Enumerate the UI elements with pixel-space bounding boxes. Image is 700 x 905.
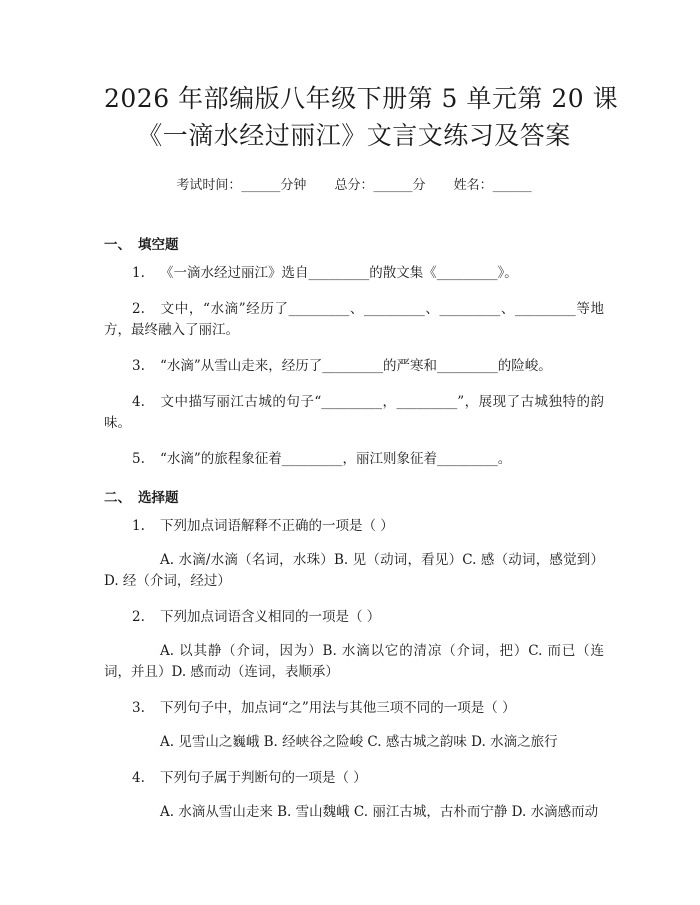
section-heading-fill-in bbox=[104, 233, 604, 253]
exam-name: 姓名：______ bbox=[453, 178, 532, 193]
section-number: 一、 bbox=[104, 237, 131, 253]
question-number: 2. bbox=[132, 301, 145, 317]
document-title bbox=[104, 80, 619, 154]
choice-options: A. 以其静（介词，因为）B. 水滴以它的清凉（介词，把）C. 而已（连词，并且）D. 感而动（连词，表顺承） bbox=[104, 643, 604, 680]
title-line-1: 2026 年部编版八年级下册第 5 单元第 20 课 bbox=[104, 84, 619, 113]
question-number: 1. bbox=[132, 518, 145, 534]
section-number: 二、 bbox=[104, 490, 131, 506]
fill-in-question bbox=[104, 356, 604, 377]
section-heading-multiple-choice bbox=[104, 486, 604, 506]
fill-in-question bbox=[104, 299, 604, 341]
section-title: 选择题 bbox=[138, 490, 179, 506]
question-number: 1. bbox=[132, 265, 145, 281]
choice-question bbox=[104, 516, 604, 537]
choice-question bbox=[104, 607, 604, 628]
question-number: 4. bbox=[132, 394, 145, 410]
question-text: 下列加点词语解释不正确的一项是（ ） bbox=[160, 518, 394, 534]
question-text: 下列加点词语含义相同的一项是（ ） bbox=[160, 609, 381, 625]
multiple-choice-question-list bbox=[104, 516, 604, 823]
question-number: 3. bbox=[132, 700, 145, 716]
question-text: 下列句子属于判断句的一项是（ ） bbox=[160, 770, 367, 786]
fill-in-question bbox=[104, 392, 604, 434]
question-number: 2. bbox=[132, 609, 145, 625]
question-number: 4. bbox=[132, 770, 145, 786]
question-text: “水滴”从雪山走来，经历了_________的严寒和_________的险峻。 bbox=[160, 358, 552, 374]
exam-time: 考试时间：______分钟 bbox=[176, 178, 307, 193]
choice-options: A. 水滴/水滴（名词，水珠）B. 见（动词，看见）C. 感（动词，感觉到）D. 经（介词，经过） bbox=[104, 552, 604, 589]
choice-options: A. 水滴从雪山走来 B. 雪山魏峨 C. 丽江古城，古朴而宁静 D. 水滴感而动 bbox=[160, 804, 599, 820]
fill-in-question bbox=[104, 449, 604, 470]
fill-in-question-list bbox=[104, 263, 604, 470]
question-text: 下列句子中，加点词“之”用法与其他三项不同的一项是（ ） bbox=[160, 700, 516, 716]
question-number: 5. bbox=[132, 451, 145, 467]
choice-options: A. 见雪山之巍峨 B. 经峡谷之险峻 C. 感古城之韵味 D. 水滴之旅行 bbox=[160, 734, 558, 750]
question-text: 《一滴水经过丽江》选自_________的散文集《_________》。 bbox=[160, 265, 518, 281]
question-text: 文中，“水滴”经历了_________、_________、_________、_________等地方，最终融入了丽江。 bbox=[104, 301, 604, 338]
choice-question bbox=[104, 768, 604, 789]
title-line-2: 《一滴水经过丽江》文言文练习及答案 bbox=[137, 121, 571, 150]
exam-info bbox=[104, 174, 604, 193]
fill-in-question bbox=[104, 263, 604, 284]
question-text: 文中描写丽江古城的句子“_________，_________”，展现了古城独特的韵味。 bbox=[104, 394, 604, 431]
section-title: 填空题 bbox=[138, 237, 179, 253]
choice-question bbox=[104, 698, 604, 719]
exam-score: 总分：______分 bbox=[334, 178, 426, 193]
question-number: 3. bbox=[132, 358, 145, 374]
question-text: “水滴”的旅程象征着_________，丽江则象征着_________。 bbox=[160, 451, 512, 467]
